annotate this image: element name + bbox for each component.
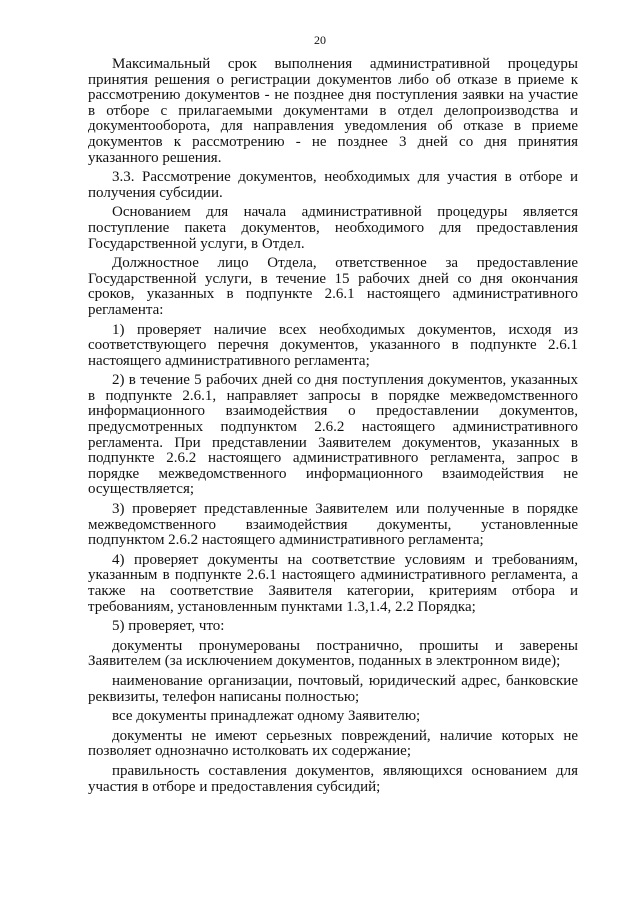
- list-item-4: 4) проверяет документы на соответствие условиям и требованиям, указанным в подпункте 2.6.1 настоящего административного регламента, а также на соответствие Заявителя категории, критериям отбора и требованиям, установленным пунктами 1.3,1.4, 2.2 Порядка;: [88, 551, 578, 615]
- check-item-numbering: документы пронумерованы постранично, прошиты и заверены Заявителем (за исключением документов, поданных в электронном виде);: [88, 637, 578, 670]
- list-item-1: 1) проверяет наличие всех необходимых документов, исходя из соответствующего перечня документов, указанного в подпункте 2.6.1 настоящего административного регламента;: [88, 321, 578, 369]
- list-item-2: 2) в течение 5 рабочих дней со дня поступления документов, указанных в подпункте 2.6.1, направляет запросы в порядке межведомственного информационного взаимодействия о предоставлении документов, предусмотренных подпунктом 2.6.2 настоящего административного регламента. При представлении Заявителем документов, указанных в подпункте 2.6.2 настоящего административного регламента, запрос в порядке межведомственного информационного взаимодействия не осуществляется;: [88, 372, 578, 498]
- paragraph-decision-deadline: Максимальный срок выполнения административной процедуры принятия решения о регистрации документов либо об отказе в приеме к рассмотрению документов - не позднее дня поступления заявки на участие в отборе с прилагаемыми документами в отдел делопроизводства и документооборота, для направления уведомления об отказе в приеме документов к рассмотрению - не позднее 3 дней со дня принятия указанного решения.: [88, 56, 578, 166]
- document-body: [88, 57, 578, 799]
- list-item-3: 3) проверяет представленные Заявителем или полученные в порядке межведомственного взаимодействия документы, установленные подпунктом 2.6.2 настоящего административного регламента;: [88, 501, 578, 549]
- check-item-single-applicant: все документы принадлежат одному Заявителю;: [112, 708, 421, 725]
- section-heading-3-3: 3.3. Рассмотрение документов, необходимых для участия в отборе и получения субсидии.: [88, 169, 578, 201]
- paragraph-grounds: Основанием для начала административной процедуры является поступление пакета документов, необходимого для предоставления Государственной услуги, в Отдел.: [88, 204, 578, 252]
- check-item-no-damage: документы не имеют серьезных повреждений, наличие которых не позволяет однозначно истолковать их содержание;: [88, 727, 578, 760]
- page-number: 20: [314, 33, 326, 47]
- paragraph-official-duties: Должностное лицо Отдела, ответственное за предоставление Государственной услуги, в течение 15 рабочих дней со дня окончания сроков, указанных в подпункте 2.6.1 настоящего административного регламента:: [88, 255, 578, 318]
- check-item-requisites: наименование организации, почтовый, юридический адрес, банковские реквизиты, телефон написаны полностью;: [88, 672, 578, 705]
- list-item-5: 5) проверяет, что:: [112, 618, 225, 635]
- check-item-correctness: правильность составления документов, являющихся основанием для участия в отборе и предоставления субсидий;: [88, 762, 578, 795]
